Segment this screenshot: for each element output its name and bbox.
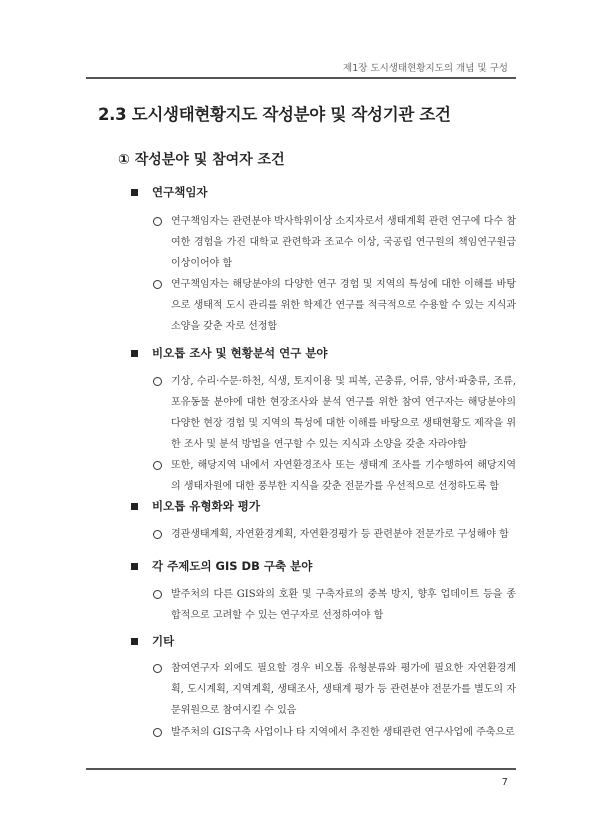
list-item: [153, 658, 516, 721]
list-item-text: 발주처의 다른 GIS와의 호환 및 구축자료의 중복 방지, 향후 업데이트 등을 종합적으로 고려할 수 있는 연구자로 선정하여야 함: [171, 589, 516, 621]
list-item-text: 경관생태계획, 자연환경계획, 자연환경평가 등 관련분야 전문가로 구성해야 함: [171, 529, 509, 540]
footer-rule: [86, 768, 516, 770]
circle-bullet-icon: [153, 530, 162, 539]
header-rule: [86, 77, 516, 79]
list-item-text: 참여연구자 외에도 필요할 경우 비오톱 유형분류와 평가에 필요한 자연환경계획, 도시계획, 지역계획, 생태조사, 생태계 평가 등 관련분야 전문가를 별도의 자문위원으로 참여시킬 수 있음: [171, 663, 516, 716]
square-bullet-icon: [131, 503, 138, 510]
category-heading: [131, 184, 208, 200]
circle-bullet-icon: [153, 590, 162, 599]
list-item: [153, 211, 516, 274]
page-number: 7: [501, 777, 508, 788]
circle-bullet-icon: [153, 217, 162, 226]
list-item-text: 연구책임자는 관련분야 박사학위이상 소지자로서 생태계획 관련 연구에 다수 참여한 경험을 가진 대학교 관련학과 조교수 이상, 국공립 연구원의 책임연구원급 이상이어야 함: [171, 216, 516, 269]
list-item: [153, 524, 516, 545]
list-item: [153, 371, 516, 455]
list-item: [153, 274, 516, 337]
square-bullet-icon: [131, 563, 138, 570]
category-heading: [131, 558, 312, 574]
list-item: [153, 584, 516, 626]
circle-bullet-icon: [153, 377, 162, 386]
category-title: 각 주제도의 GIS DB 구축 분야: [152, 559, 313, 573]
list-item-text: 기상, 수리·수문·하천, 식생, 토지이용 및 피복, 곤충류, 어류, 양서·파충류, 조류, 포유동물 분야에 대한 현장조사와 분석 연구를 위한 참여 연구자는 해당분야의 다양한 현장 경험 및 지역의 특성에 대한 이해를 바탕으로 생태현황도 제작을 위한 조사 및 분석 방법을 연구할 수 있는 지식과 소양을 갖춘 자라야함: [171, 376, 516, 450]
list-item: [153, 722, 516, 743]
list-item-text: 또한, 해당지역 내에서 자연환경조사 또는 생태계 조사를 기수행하여 해당지역의 생태자원에 대한 풍부한 지식을 갖춘 전문가를 우선적으로 선정하도록 함: [171, 460, 516, 492]
category-heading: [131, 498, 260, 514]
category-title: 비오톱 유형화와 평가: [152, 499, 260, 513]
section-title: 2.3 도시생태현황지도 작성분야 및 작성기관 조건: [98, 105, 451, 124]
list-item: [153, 455, 516, 497]
subsection-title: ① 작성분야 및 참여자 조건: [118, 152, 285, 168]
circle-bullet-icon: [153, 664, 162, 673]
category-title: 연구책임자: [152, 185, 208, 199]
circle-bullet-icon: [153, 728, 162, 737]
category-title: 기타: [152, 634, 175, 648]
chapter-title: 제1장 도시생태현황지도의 개념 및 구성: [343, 63, 508, 74]
circle-bullet-icon: [153, 461, 162, 470]
square-bullet-icon: [131, 189, 138, 196]
category-title: 비오톱 조사 및 현황분석 연구 분야: [152, 346, 328, 360]
category-heading: [131, 345, 328, 361]
list-item-text: 연구책임자는 해당분야의 다양한 연구 경험 및 지역의 특성에 대한 이해를 바탕으로 생태적 도시 관리를 위한 학제간 연구를 적극적으로 수용할 수 있는 지식과 소양을 갖춘 자로 선정함: [171, 279, 516, 332]
circle-bullet-icon: [153, 280, 162, 289]
list-item-text: 발주처의 GIS구축 사업이나 타 지역에서 추진한 생태관련 연구사업에 주축으로: [171, 727, 515, 738]
category-heading: [131, 633, 174, 649]
square-bullet-icon: [131, 350, 138, 357]
square-bullet-icon: [131, 638, 138, 645]
